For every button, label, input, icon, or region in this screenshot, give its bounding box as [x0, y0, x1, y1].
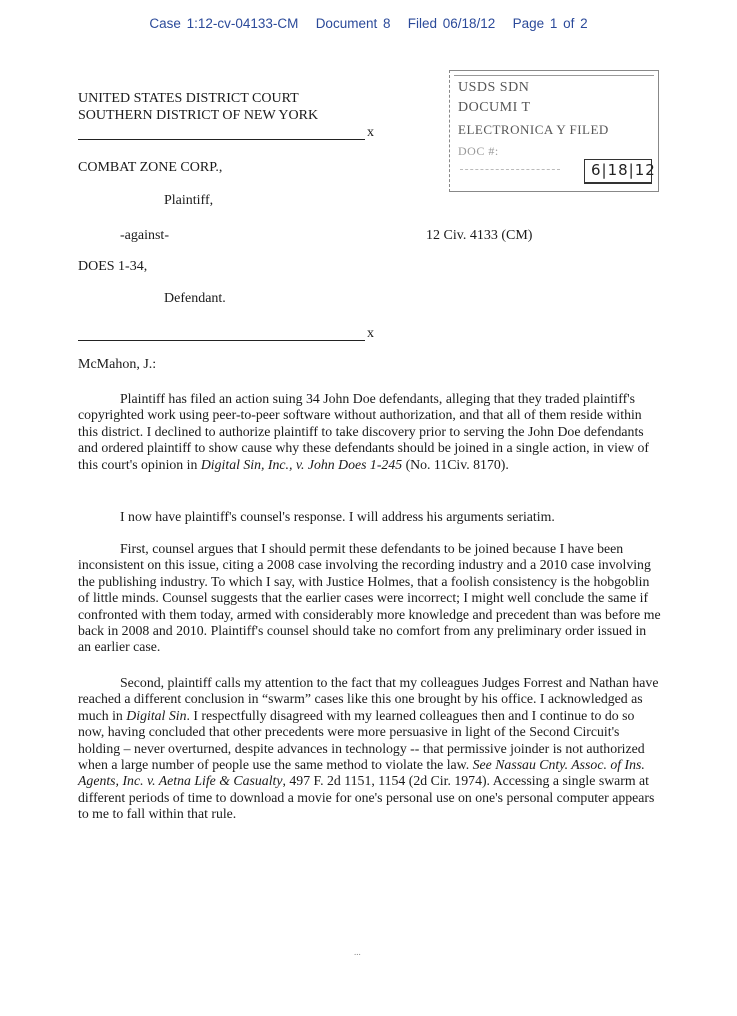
plaintiff-name: COMBAT ZONE CORP., — [78, 160, 223, 175]
defendant-role: Defendant. — [164, 291, 226, 306]
caption-bottom-x: x — [367, 326, 374, 341]
defendants-name: DOES 1-34, — [78, 259, 148, 274]
paragraph-3: First, counsel argues that I should permit these defendants to be joined because I have been inconsistent on this issue, citing a 2008 case involving the recording industry and a 2010 case involving the publishing industry. To which I say, with Justice Holmes, that a foolish consistency is the hobgoblin of little minds. Counsel suggests that the earlier cases were incorrect; I might well conclude the same if confronted with them today, armed with considerably more knowledge and precedent than was before me back in 2008 and 2010. Plaintiff's counsel should take no comfort from any preliminary order issued in an earlier case. — [78, 541, 661, 655]
paragraph-4-text: Second, plaintiff calls my attention to the fact that my colleagues Judges Forrest and Nathan have reached a different conclusion in “swarm” cases like this one brought by his office. I acknowledged as much in — [78, 675, 659, 723]
page-footer-mark: ... — [354, 947, 361, 957]
judge-attribution: McMahon, J.: — [78, 357, 157, 372]
against-label: -against- — [120, 228, 169, 243]
paragraph-4 — [78, 675, 662, 823]
court-line-2: SOUTHERN DISTRICT OF NEW YORK — [78, 107, 319, 123]
paragraph-4-citation-2: See Nassau Cnty. Assoc. of Ins. Agents, Inc. v. Aetna Life & Casualty — [78, 757, 645, 789]
stamp-line-1: USDS SDN — [458, 80, 530, 95]
paragraph-2: I now have plaintiff's counsel's response. I will address his arguments seriatim. — [120, 509, 555, 524]
case-number: Case 1:12-cv-04133-CM — [149, 16, 299, 31]
paragraph-4-middle: . I respectfully disagreed with my learned colleagues then and I continue to do so now, having concluded that other precedents were more persuasive in light of the Second Circuit's holding – never overturned, despite advances in technology -- that permissive joinder is not authorized when a large number of people use the same method to violate the law. — [78, 707, 645, 773]
caption-top-x: x — [367, 125, 374, 140]
page-indicator: Page 1 of 2 — [512, 16, 588, 31]
document-number: Document 8 — [315, 16, 391, 31]
stamp-date-box — [584, 159, 656, 184]
paragraph-4-citation-1: Digital Sin — [126, 707, 187, 723]
caption-top-rule — [78, 139, 365, 140]
usds-stamp — [449, 70, 659, 192]
paragraph-1-text: Plaintiff has filed an action suing 34 John Doe defendants, alleging that they traded plaintiff's copyrighted work using peer-to-peer software without authorization, and that all of them reside within this district. I declined to authorize plaintiff to take discovery prior to serving the John Doe defendants and ordered plaintiff to show cause why these defendants should be joined in a single action, in view of this court's opinion in — [78, 391, 650, 472]
court-name — [78, 91, 318, 124]
filed-date: Filed 06/18/12 — [407, 16, 496, 31]
paragraph-4-tail: , 497 F. 2d 1151, 1154 (2d Cir. 1974). Accessing a single swarm at different periods of time to download a movie for one's personal use on one's personal computer appears to me to fall within that rule. — [78, 773, 655, 822]
caption-bottom-rule — [78, 340, 365, 341]
stamp-line-2: DOCUMI T — [458, 100, 531, 115]
stamp-dotted-line — [460, 169, 560, 170]
civil-case-number: 12 Civ. 4133 (CM) — [426, 228, 533, 243]
stamp-handwritten-date: 6|18|12 — [591, 161, 656, 179]
stamp-line-3: ELECTRONICA Y FILED — [458, 122, 609, 137]
stamp-line-4: DOC #: — [458, 144, 499, 158]
filing-header — [0, 16, 737, 31]
paragraph-1 — [78, 391, 662, 473]
plaintiff-role: Plaintiff, — [164, 193, 214, 208]
court-line-1: UNITED STATES DISTRICT COURT — [78, 91, 299, 106]
paragraph-1-citation: Digital Sin, Inc., v. John Does 1-245 — [200, 456, 403, 472]
paragraph-1-tail: (No. 11Civ. 8170). — [402, 456, 509, 472]
